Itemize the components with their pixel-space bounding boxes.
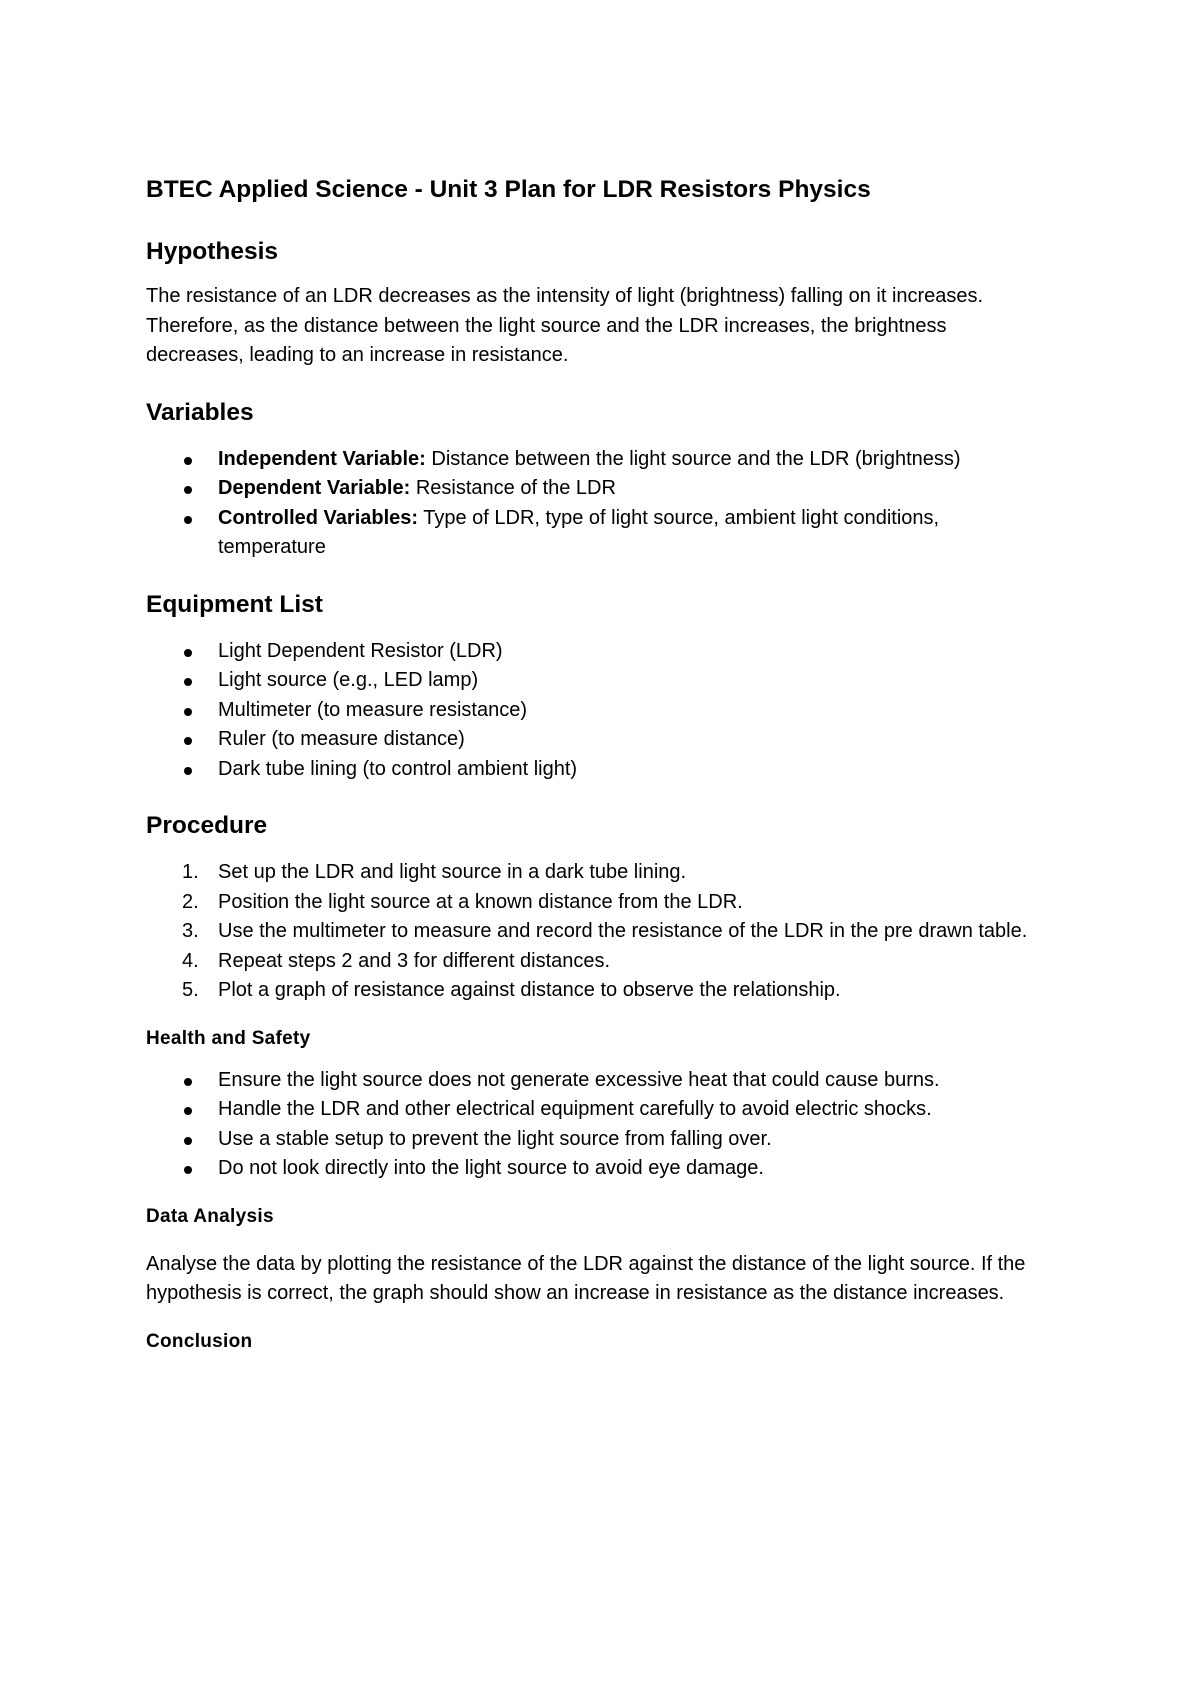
procedure-step <box>146 947 1076 977</box>
list-item: Multimeter (to measure resistance) <box>146 696 1076 726</box>
procedure-step <box>146 858 1076 888</box>
document-page <box>146 170 1076 1357</box>
list-item: Ensure the light source does not generate excessive heat that could cause burns. <box>146 1066 1076 1096</box>
equipment-heading: Equipment List <box>146 590 323 618</box>
document-title: BTEC Applied Science - Unit 3 Plan for LDR Resistors Physics <box>146 176 871 203</box>
analysis-heading: Data Analysis <box>146 1205 274 1227</box>
variables-list <box>146 445 1076 563</box>
procedure-list <box>146 858 1076 1006</box>
list-item <box>146 504 1038 563</box>
procedure-heading: Procedure <box>146 812 268 839</box>
variable-text: Distance between the light source and the LDR (brightness) <box>425 447 961 470</box>
list-item: Light source (e.g., LED lamp) <box>146 666 1076 696</box>
list-item <box>146 474 1076 504</box>
safety-heading: Health and Safety <box>146 1027 311 1049</box>
step-number: 2. <box>182 890 199 913</box>
step-text: Use the multimeter to measure and record the resistance of the LDR in the pre drawn table. <box>218 920 1028 942</box>
step-text: Repeat steps 2 and 3 for different distances. <box>218 949 611 972</box>
hypothesis-heading: Hypothesis <box>146 238 279 265</box>
step-number: 5. <box>182 979 199 1001</box>
variable-label: Dependent Variable: <box>218 477 411 499</box>
safety-list <box>146 1066 1076 1184</box>
list-item: Light Dependent Resistor (LDR) <box>146 637 1076 667</box>
list-item: Use a stable setup to prevent the light source from falling over. <box>146 1125 1076 1155</box>
conclusion-heading: Conclusion <box>146 1330 253 1352</box>
procedure-step <box>146 888 1076 918</box>
equipment-list <box>146 637 1076 785</box>
list-item: Dark tube lining (to control ambient light) <box>146 755 1076 785</box>
list-item <box>146 445 1076 475</box>
list-item: Do not look directly into the light source to avoid eye damage. <box>146 1154 1076 1184</box>
step-text: Plot a graph of resistance against distance to observe the relationship. <box>218 979 841 1001</box>
step-text: Set up the LDR and light source in a dark tube lining. <box>218 861 687 883</box>
variable-text: Resistance of the LDR <box>410 477 616 499</box>
procedure-step <box>146 917 1076 947</box>
analysis-text: Analyse the data by plotting the resistance of the LDR against the distance of the light source. If the hypothesis is correct, the graph should show an increase in resistance as the distance increases. <box>146 1252 1026 1304</box>
step-number: 3. <box>182 920 199 942</box>
step-text: Position the light source at a known distance from the LDR. <box>218 890 743 913</box>
list-item: Handle the LDR and other electrical equipment carefully to avoid electric shocks. <box>146 1095 1076 1125</box>
step-number: 1. <box>182 861 199 883</box>
list-item: Ruler (to measure distance) <box>146 725 1076 755</box>
variable-label: Independent Variable: <box>218 447 426 470</box>
step-number: 4. <box>182 949 199 972</box>
variables-heading: Variables <box>146 398 254 426</box>
variable-label: Controlled Variables: <box>218 506 419 529</box>
variable-text: Type of LDR, type of light source, ambient light conditions, temperature <box>218 506 940 558</box>
hypothesis-text: The resistance of an LDR decreases as the intensity of light (brightness) falling on it increases. Therefore, as the distance between the light source and the LDR increases, the brightness decreases, leading to an increase in resistance. <box>146 285 984 366</box>
procedure-step <box>146 976 1076 1006</box>
